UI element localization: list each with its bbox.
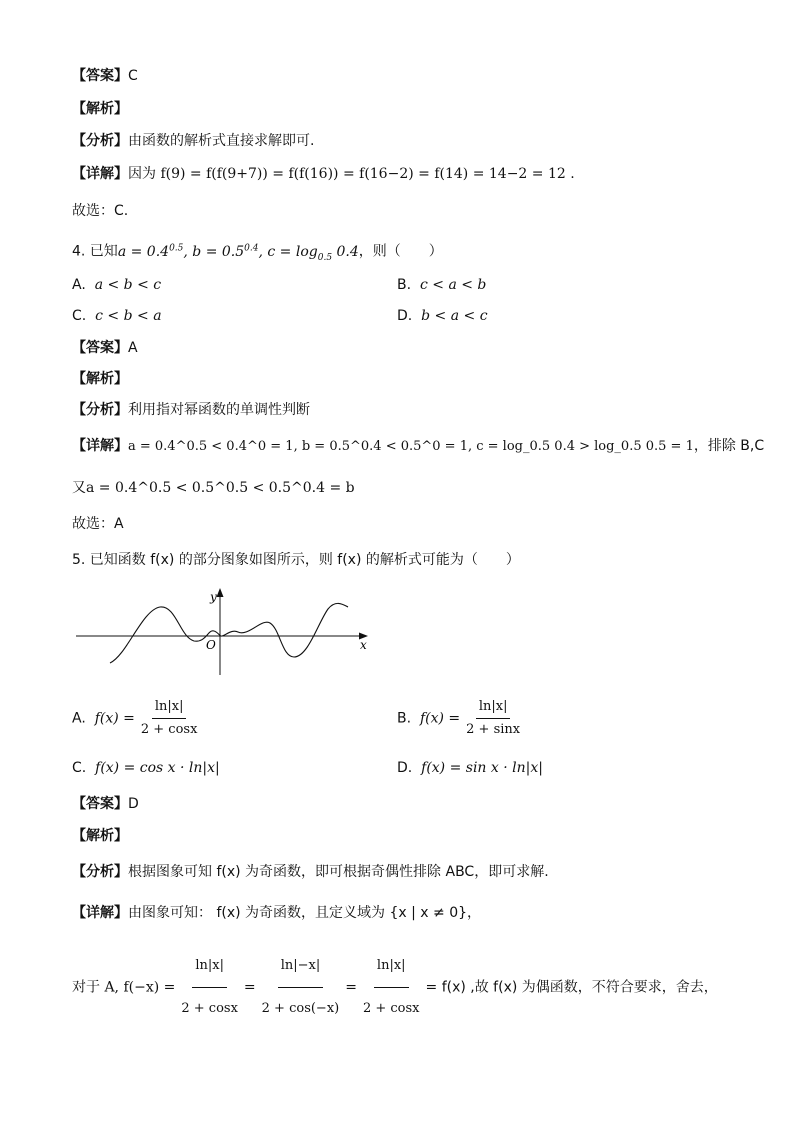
q5-fenxi-line: 【分析】根据图象可知 f(x) 为奇函数，即可根据奇偶性排除 ABC，即可求解.: [72, 864, 549, 880]
y-axis-label: y: [210, 590, 217, 604]
q3-detail-line: [72, 164, 575, 184]
function-curve: [110, 603, 348, 663]
q3-conclusion: 故选：C.: [72, 203, 129, 219]
q4-also-line: 又a = 0.4^0.5 < 0.5^0.5 < 0.5^0.4 = b: [72, 480, 355, 496]
function-graph: [72, 585, 372, 677]
q4-answer-line: 【答案】A: [72, 340, 138, 356]
fenxi-tag: 【分析】: [72, 133, 128, 149]
q4-conclusion: 故选：A: [72, 516, 124, 532]
q4-stem-prefix: 4. 已知: [72, 243, 118, 260]
q3-analysis-tag: 【解析】: [72, 101, 128, 117]
detail-text: 因为 f(9) = f(f(9+7)) = f(f(16)) = f(16−2) = f(14) = 14−2 = 12 .: [128, 166, 575, 182]
q4-fenxi-line: 【分析】利用指对幂函数的单调性判断: [72, 402, 310, 418]
q5-for-a-line: 对于 A, f(−x) = $\frac{\ln|x|}{2 + \cos x}$ = $\frac{\ln|-x|}{2 + \cos(-x)}$ = $\frac{\ln|x|}{2 + \cos x}$ = f(x) ,故 f(x) 为偶函数，不符合要求，舍去，: [72, 946, 718, 1029]
q5-detail-line: 【详解】由图象可知： f(x) 为奇函数，且定义域为 {x | x ≠ 0}，: [72, 905, 482, 921]
q3-answer-line: [72, 66, 138, 86]
answer-value: C: [128, 68, 138, 84]
origin-label: O: [206, 638, 216, 652]
fenxi-text: 由函数的解析式直接求解即可.: [128, 133, 315, 149]
q4-option-a: A. a < b < c: [72, 277, 162, 293]
q5-analysis-tag: 【解析】: [72, 828, 128, 844]
q4-stem-math: $a = 0.4^{0.5}$, $b = 0.5^{0.4}$, $c = \log_{0.5} 0.4$: [117, 243, 359, 263]
q5-answer-line: 【答案】D: [72, 796, 139, 812]
q5-option-d: D. f(x) = sin x · ln|x|: [397, 760, 543, 776]
q4-stem-suffix: ，则（ ）: [358, 243, 443, 260]
q4-option-d: D. b < a < c: [397, 308, 488, 324]
q5-option-b: B. f(x) = $\frac{\ln|x|}{2 + \sin x}$: [397, 699, 521, 737]
q5-option-a: A. f(x) = $\frac{\ln|x|}{2 + \cos x}$: [72, 699, 198, 737]
x-axis-label: x: [360, 638, 367, 652]
answer-tag: 【答案】: [72, 68, 128, 84]
q5-option-c: C. f(x) = cos x · ln|x|: [72, 760, 220, 776]
q3-fenxi-line: [72, 131, 314, 151]
q4-stem: [72, 238, 443, 267]
q5-stem: 5. 已知函数 f(x) 的部分图象如图所示，则 f(x) 的解析式可能为（ ）: [72, 552, 520, 568]
q4-analysis-tag: 【解析】: [72, 371, 128, 387]
y-axis-arrow: [217, 588, 224, 597]
detail-tag: 【详解】: [72, 166, 128, 182]
q4-option-b: B. c < a < b: [397, 277, 487, 293]
q4-option-c: C. c < b < a: [72, 308, 162, 324]
q4-detail-line: 【详解】a = 0.4^0.5 < 0.4^0 = 1, b = 0.5^0.4 < 0.5^0 = 1, c = log_0.5 0.4 > log_0.5 0.5 = 1，排除 B,C: [72, 438, 765, 454]
